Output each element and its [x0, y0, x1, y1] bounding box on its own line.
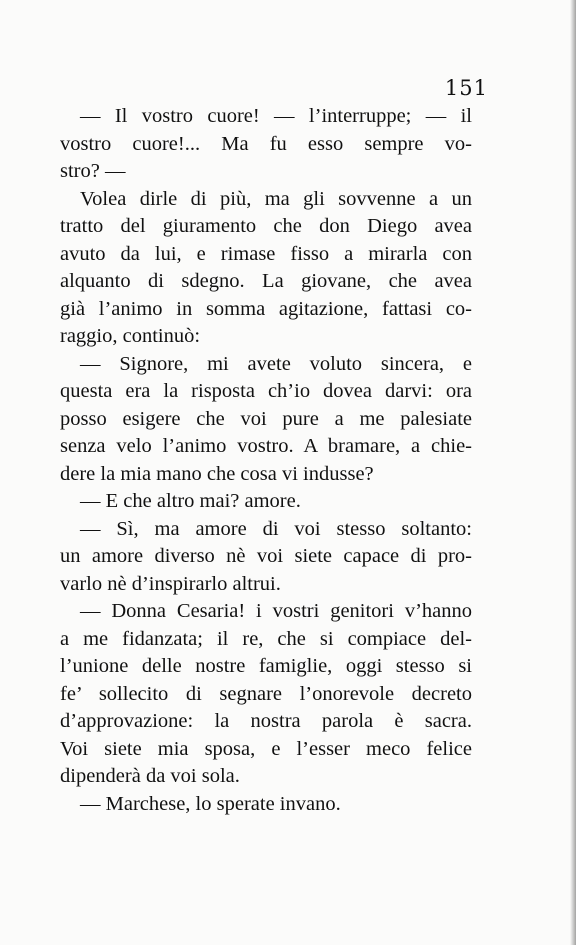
text-line: un amore diverso nè voi siete capace di pro- [60, 545, 472, 567]
text-line: l’unione delle nostre famiglie, oggi stesso si [60, 655, 472, 677]
text-line: senza velo l’animo vostro. A bramare, a chie- [60, 435, 472, 457]
text-line: — Sì, ma amore di voi stesso soltanto: [80, 517, 472, 540]
text-line: tratto del giuramento che don Diego avea [60, 215, 472, 237]
text-line: fe’ sollecito di segnare l’onorevole decreto [60, 682, 472, 705]
text-line: — Il vostro cuore! — l’interruppe; — il [80, 105, 472, 127]
text-line: Volea dirle di più, ma gli sovvenne a un [80, 187, 472, 210]
page-edge-shadow [570, 0, 576, 945]
text-line: — Signore, mi avete voluto sincera, e [80, 352, 472, 375]
text-line: d’approvazione: la nostra parola è sacra. [60, 710, 472, 732]
text-line: raggio, continuò: [60, 325, 201, 347]
text-line: alquanto di sdegno. La giovane, che avea [60, 270, 472, 292]
text-line: — Donna Cesaria! i vostri genitori v’hanno [80, 600, 472, 622]
page-number: 151 [444, 76, 488, 100]
text-line: posso esigere che voi pure a me palesiate [60, 407, 472, 430]
text-line: — Marchese, lo sperate invano. [80, 792, 341, 815]
text-line: a me fidanzata; il re, che si compiace del- [60, 627, 472, 650]
text-line: dipenderà da voi sola. [60, 765, 240, 787]
text-line: questa era la risposta ch’io dovea darvi: ora [60, 380, 472, 402]
text-line: Voi siete mia sposa, e l’esser meco felice [60, 737, 472, 760]
text-line: stro? — [60, 160, 126, 182]
text-line: avuto da lui, e rimase fisso a mirarla con [60, 242, 472, 265]
text-line: dere la mia mano che cosa vi indusse? [60, 462, 374, 485]
text-line: varlo nè d’inspirarlo altrui. [60, 572, 281, 595]
text-line: già l’animo in somma agitazione, fattasi co- [60, 297, 472, 320]
text-line: — E che altro mai? amore. [80, 490, 301, 512]
text-line: vostro cuore!... Ma fu esso sempre vo- [60, 132, 472, 155]
body-text [60, 103, 472, 818]
